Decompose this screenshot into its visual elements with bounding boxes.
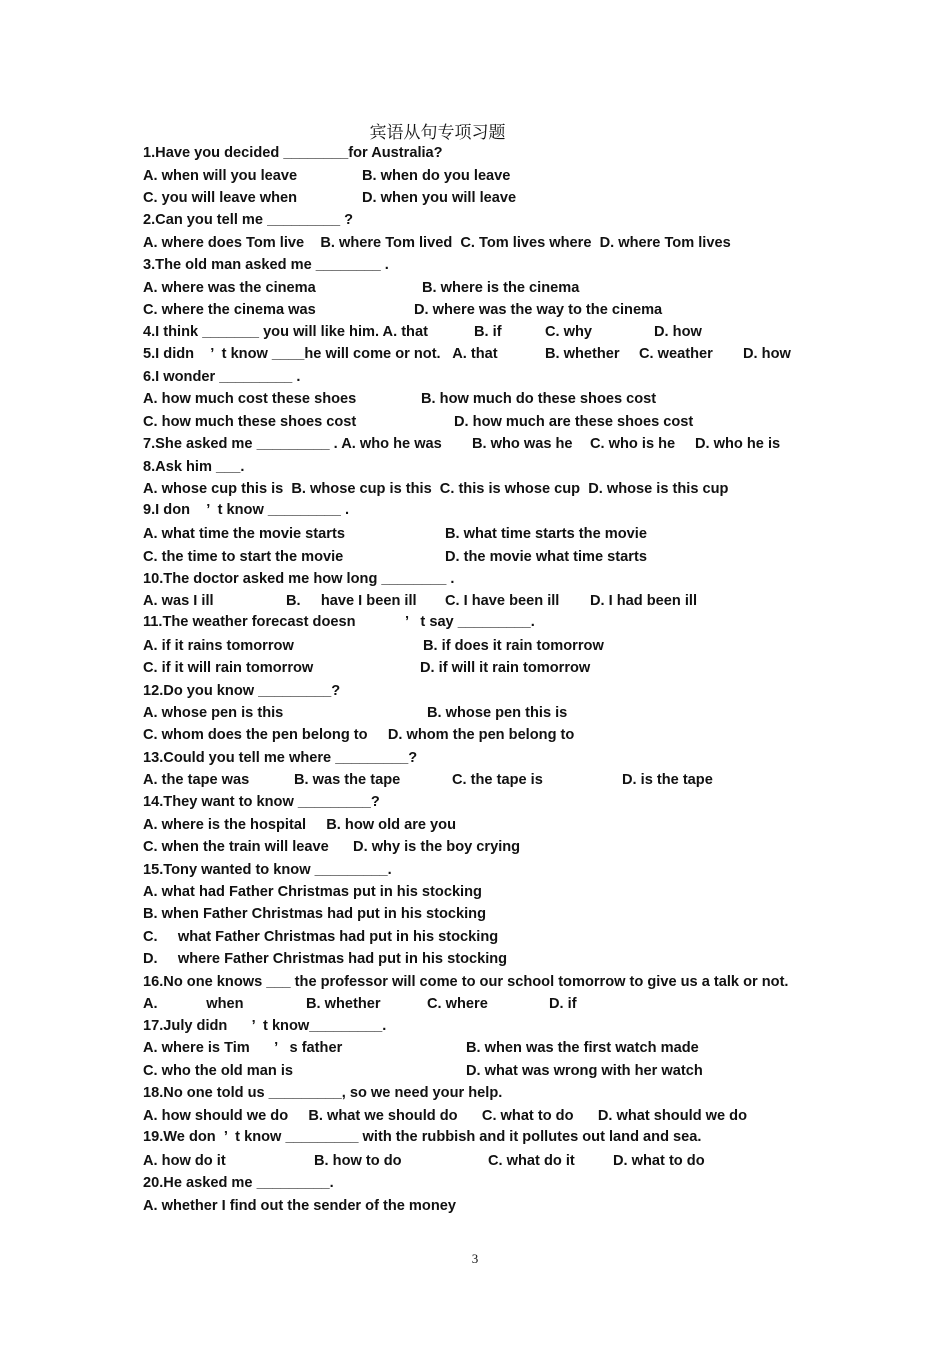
line-text: A. how do it [143,1153,226,1169]
line-text: A. where is the hospital B. how old are you [143,817,457,833]
line-text: 16.No one knows ___ the professor will come to our school tomorrow to give us a talk or not. [143,974,789,990]
line-text: C. when the train will leave D. why is the boy crying [143,839,521,855]
option-column-3: C. who is he [590,436,676,452]
option-column-2: D. where was the way to the cinema [414,302,663,318]
line-text: 5.I didn ’ t know ____he will come or not. A. that [143,346,498,362]
line-text: A. the tape was [143,772,250,788]
option-column-3: C. I have been ill [445,593,560,609]
line-text: A. when [143,996,244,1012]
line-text: 15.Tony wanted to know _________. [143,862,392,878]
line-text: 7.She asked me _________ . A. who he was [143,436,442,452]
option-column-2: B. what time starts the movie [445,526,647,542]
line-text: A. what had Father Christmas put in his stocking [143,884,482,900]
line-text: 9.I don ’ t know _________ . [143,502,350,518]
option-column-3: C. why [545,324,593,340]
page-title: 宾语从句专项习题 [369,123,506,143]
line-text: 4.I think _______ you will like him. A. that [143,324,428,340]
option-column-4: D. I had been ill [590,593,698,609]
option-column-2: D. when you will leave [362,190,517,206]
line-text: 8.Ask him ___. [143,459,245,475]
option-column-3: C. what do it [488,1153,575,1169]
line-text: 10.The doctor asked me how long ________ . [143,571,455,587]
line-text: C. you will leave when [143,190,298,206]
option-column-2: B. was the tape [294,772,401,788]
option-column-2: B. how to do [314,1153,402,1169]
option-column-3: C. the tape is [452,772,543,788]
option-column-3: C. where [427,996,488,1012]
line-text: A. whose pen is this [143,705,284,721]
option-column-2: B. whether [545,346,620,362]
option-column-3: C. weather [639,346,713,362]
line-text: A. where is Tim ’ s father [143,1040,343,1056]
line-text: A. whether I find out the sender of the money [143,1198,456,1214]
line-text: A. was I ill [143,593,214,609]
line-text: 20.He asked me _________. [143,1175,334,1191]
option-column-4: D. is the tape [622,772,713,788]
line-text: A. what time the movie starts [143,526,345,542]
line-text: A. where does Tom live B. where Tom lived C. Tom lives where D. where Tom lives [143,235,731,251]
option-column-4: D. who he is [695,436,781,452]
line-text: C. the time to start the movie [143,549,344,565]
line-text: 1.Have you decided ________for Australia? [143,145,443,161]
option-column-2: B. when do you leave [362,168,511,184]
option-column-2: ’ t say _________. [405,614,535,630]
line-text: A. where was the cinema [143,280,316,296]
line-text: 18.No one told us _________, so we need your help. [143,1085,503,1101]
line-text: C. where the cinema was [143,302,316,318]
line-text: B. when Father Christmas had put in his stocking [143,906,486,922]
option-column-2: B. whether [306,996,381,1012]
line-text: A. how should we do B. what we should do C. what to do D. what should we do [143,1108,748,1124]
option-column-2: B. how much do these shoes cost [421,391,657,407]
line-text: C. what Father Christmas had put in his stocking [143,929,499,945]
option-column-2: B. when was the first watch made [466,1040,699,1056]
line-text: C. who the old man is [143,1063,293,1079]
line-text: 3.The old man asked me ________ . [143,257,389,273]
line-text: D. where Father Christmas had put in his stocking [143,951,508,967]
option-column-2: B. have I been ill [286,593,417,609]
option-column-2: B. if does it rain tomorrow [423,638,604,654]
option-column-2: D. what was wrong with her watch [466,1063,703,1079]
option-column-2: B. if [474,324,502,340]
line-text: 11.The weather forecast doesn [143,614,356,630]
line-text: C. if it will rain tomorrow [143,660,314,676]
option-column-2: D. how much are these shoes cost [454,414,694,430]
option-column-4: D. how [654,324,702,340]
line-text: 13.Could you tell me where _________? [143,750,418,766]
option-column-4: D. how [743,346,791,362]
line-text: A. whose cup this is B. whose cup is this C. this is whose cup D. whose is this cup [143,481,729,497]
line-text: 14.They want to know _________? [143,794,380,810]
line-text: 2.Can you tell me _________ ? [143,212,354,228]
line-text: A. when will you leave [143,168,298,184]
option-column-2: B. where is the cinema [422,280,580,296]
option-column-2: B. who was he [472,436,573,452]
line-text: A. if it rains tomorrow [143,638,294,654]
line-text: A. how much cost these shoes [143,391,357,407]
line-text: 6.I wonder _________ . [143,369,301,385]
option-column-2: D. if will it rain tomorrow [420,660,591,676]
line-text: C. how much these shoes cost [143,414,357,430]
option-column-2: D. the movie what time starts [445,549,647,565]
option-column-4: D. if [549,996,577,1012]
line-text: C. whom does the pen belong to D. whom the pen belong to [143,727,575,743]
line-text: 19.We don ’ t know _________ with the rubbish and it pollutes out land and sea. [143,1129,702,1145]
line-text: 17.July didn ’ t know_________. [143,1018,387,1034]
line-text: 12.Do you know _________? [143,683,341,699]
option-column-2: B. whose pen this is [427,705,568,721]
page-number: 3 [471,1251,479,1266]
option-column-4: D. what to do [613,1153,705,1169]
